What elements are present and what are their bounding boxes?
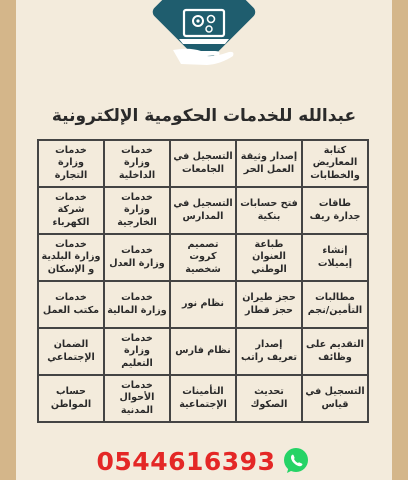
service-cell: حساب المواطن [38,375,104,422]
service-cell: كتابة المعاريض والخطابات [302,140,368,187]
service-cell: التسجيل في المدارس [170,187,236,234]
service-cell: خدمات وزارة المالية [104,281,170,328]
service-cell: طباعة العنوان الوطني [236,234,302,281]
laptop-gears-hand-icon [149,0,259,100]
service-cell: خدمات وزارة الداخلية [104,140,170,187]
whatsapp-icon[interactable] [281,446,311,476]
service-cell: فتح حسابات بنكية [236,187,302,234]
service-cell: نظام نور [170,281,236,328]
service-cell: خدمات وزارة التجارة [38,140,104,187]
service-cell: التسجيل في قياس [302,375,368,422]
page-title: عبدالله للخدمات الحكومية الإلكترونية [51,106,357,126]
service-cell: نظام فارس [170,328,236,375]
service-cell: خدمات وزارة البلدية و الإسكان [38,234,104,281]
service-cell: إنشاء إيميلات [302,234,368,281]
service-cell: التقديم على وظائف [302,328,368,375]
service-cell: التأمينات الإجتماعية [170,375,236,422]
service-cell: طاقات جدارة ريف [302,187,368,234]
service-cell: خدمات مكتب العمل [38,281,104,328]
service-cell: تصميم كروت شخصية [170,234,236,281]
service-cell: تحديث الصكوك [236,375,302,422]
service-cell: خدمات شركة الكهرباء [38,187,104,234]
service-cell: التسجيل في الجامعات [170,140,236,187]
service-cell: مطالبات التأمين/نجم [302,281,368,328]
logo [149,0,259,100]
service-cell: إصدار تعريف راتب [236,328,302,375]
service-cell: خدمات وزارة التعليم [104,328,170,375]
services-grid [37,139,369,423]
service-cell: خدمات الأحوال المدنية [104,375,170,422]
phone-number[interactable]: 0544616393 [96,446,276,476]
service-cell: خدمات وزارة العدل [104,234,170,281]
service-cell: حجز طيران حجز قطار [236,281,302,328]
contact-row [0,444,408,478]
service-cell: خدمات وزارة الخارجية [104,187,170,234]
service-cell: إصدار وثيقة العمل الحر [236,140,302,187]
service-cell: الضمان الإجتماعي [38,328,104,375]
